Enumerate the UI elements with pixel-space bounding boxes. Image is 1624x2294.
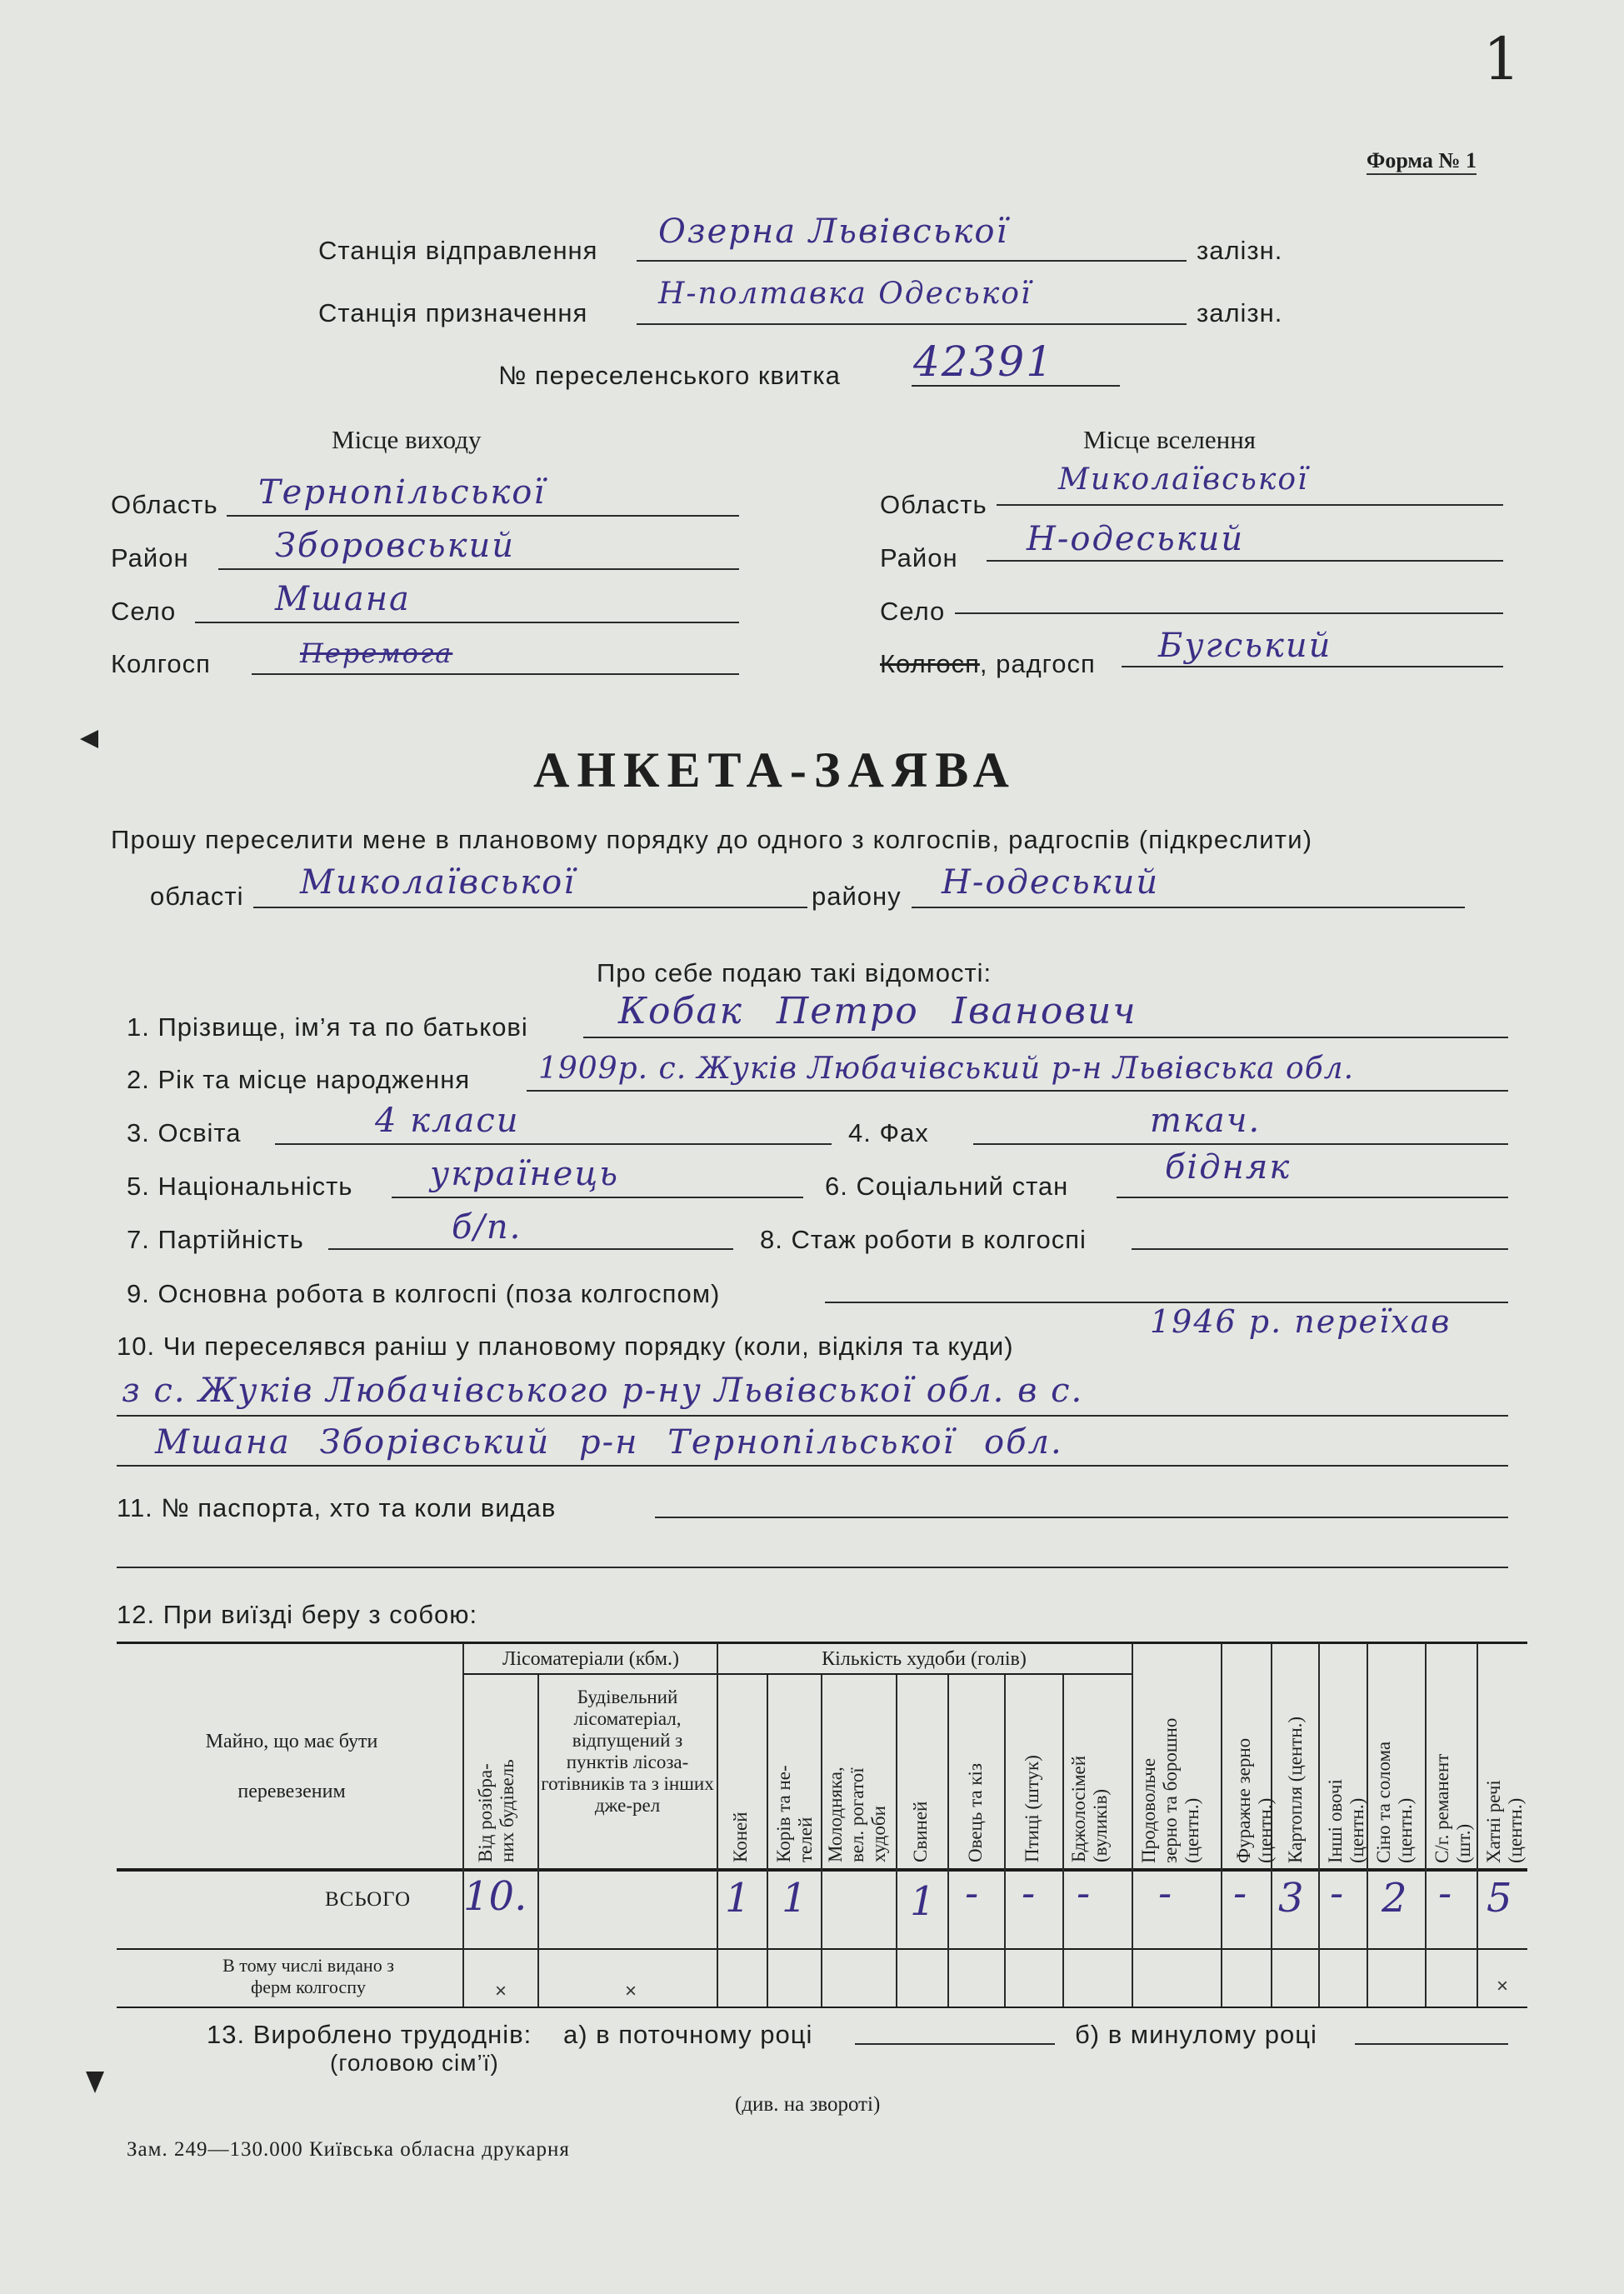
total-household: 5 (1487, 1875, 1512, 1922)
col-divider (1221, 1643, 1222, 2007)
total-demolished: 10. (463, 1873, 527, 1920)
field-8-label: 8. Стаж роботи в колгоспі (760, 1225, 1087, 1254)
col-header-pigs: Свиней (910, 1801, 931, 1862)
destination-rail-suffix: залізн. (1197, 298, 1283, 327)
col-divider (1477, 1643, 1478, 2007)
col-divider (1425, 1643, 1427, 2007)
request-oblast-line (253, 907, 807, 908)
field-5-label: 5. Національність (127, 1172, 353, 1201)
workdays-previous-line (1355, 2043, 1508, 2045)
field-5-value: українець (430, 1155, 620, 1193)
origin-kolhosp-line (252, 673, 739, 675)
col-header-food-grain: Продовольче зерно та борошно (центн.) (1138, 1717, 1202, 1863)
origin-kolhosp-value: Перемога (300, 637, 453, 669)
field-2-value: 1909р. с. Жуків Любачівський р-н Львівська обл. (538, 1052, 1355, 1086)
table-top-border (117, 1642, 1527, 1644)
field-10-line-2 (117, 1415, 1508, 1417)
workdays-label: 13. Вироблено трудоднів: (207, 2020, 532, 2049)
about-heading: Про себе подаю такі відомості: (597, 958, 992, 987)
col-header-building-timber: Будівельний лісоматеріал, відпущений з пунктів лісоза-готівників та з інших дже-рел (541, 1687, 714, 1816)
dest-kolhosp-label (880, 649, 1096, 679)
field-6-line (1117, 1197, 1508, 1198)
issued-demolished: × (495, 1980, 507, 2002)
total-horses: 1 (725, 1875, 751, 1922)
origin-selo-value: Мшана (275, 580, 411, 618)
field-7-label: 7. Партійність (127, 1225, 304, 1254)
workdays-previous-label: б) в минулому році (1075, 2020, 1317, 2049)
field-6-value: бідняк (1165, 1148, 1292, 1187)
field-11-line-2 (117, 1567, 1508, 1568)
binder-hole-mark (86, 2072, 104, 2093)
workdays-current-label: а) в поточному році (563, 2020, 813, 2049)
destination-station-label: Станція призначення (318, 298, 588, 327)
col-divider (717, 1643, 718, 2007)
field-12-label: 12. При виїзді беру з собою: (117, 1600, 478, 1629)
dest-selo-line (955, 612, 1503, 614)
field-4-value: ткач. (1150, 1102, 1262, 1140)
total-beehives: - (1077, 1870, 1091, 1917)
request-line: Прошу переселити мене в плановому порядку до одного з колгоспів, радгоспів (підкреслити) (111, 825, 1313, 854)
field-9-label: 9. Основна робота в колгоспі (поза колгоспом) (127, 1279, 721, 1308)
field-10-value-3: Мшана Зборівський р-н Тернопільської обл. (155, 1423, 1063, 1462)
col-divider (462, 1643, 464, 2007)
table-bottom-border (117, 2007, 1527, 2008)
departure-station-line (637, 260, 1187, 262)
issued-building-timber: × (625, 1980, 637, 2002)
col-header-horses: Коней (730, 1812, 751, 1862)
field-5-line (392, 1197, 803, 1198)
request-rayon-line (912, 907, 1465, 908)
total-food-grain: - (1158, 1870, 1172, 1917)
col-header-beehives: Бджолосімей (вуликів) (1068, 1755, 1111, 1862)
total-pigs: 1 (910, 1878, 936, 1925)
dest-kolhosp-line (1122, 666, 1503, 667)
ticket-label: № переселенського квитка (498, 361, 841, 390)
origin-rayon-value: Зборовський (275, 527, 515, 565)
field-3-label: 3. Освіта (127, 1118, 242, 1147)
total-poultry: - (1022, 1870, 1036, 1917)
total-other-vegetables: - (1330, 1870, 1344, 1917)
total-fodder-grain: - (1233, 1870, 1247, 1917)
total-potatoes: 3 (1278, 1875, 1304, 1922)
dest-rayon-label: Район (880, 543, 958, 572)
ticket-number: 42391 (913, 337, 1055, 386)
col-header-household: Хатні речі (центн.) (1483, 1780, 1526, 1863)
total-hay-straw: 2 (1382, 1875, 1407, 1922)
timber-group-header: Лісоматеріали (кбм.) (502, 1648, 679, 1670)
dest-radhosp-label: , радгосп (979, 649, 1096, 678)
request-oblast-value: Миколаївської (300, 863, 577, 902)
dest-oblast-line (997, 504, 1503, 506)
col-header-hay-straw: Сіно та солома (центн.) (1373, 1741, 1416, 1863)
dest-oblast-value: Миколаївської (1058, 462, 1309, 497)
field-8-line (1132, 1248, 1508, 1250)
timber-group-divider (462, 1673, 717, 1675)
field-4-line (973, 1143, 1508, 1145)
departure-rail-suffix: залізн. (1197, 236, 1283, 265)
col-divider (1004, 1675, 1006, 2007)
dest-oblast-label: Область (880, 490, 987, 519)
col-divider (1318, 1643, 1320, 2007)
col-property-header: Майно, що має бути перевезеним (205, 1731, 378, 1802)
row-issued-label: В тому числі видано з ферм колгоспу (222, 1955, 394, 1997)
col-header-other-vegetables: Інші овочі (центн.) (1325, 1779, 1367, 1863)
field-1-line (583, 1037, 1508, 1038)
field-1-label: 1. Прізвище, ім’я та по батькові (127, 1012, 528, 1042)
dest-rayon-value: Н-одеський (1027, 520, 1245, 558)
workdays-current-line (855, 2043, 1055, 2045)
col-divider (767, 1675, 768, 2007)
dest-selo-label: Село (880, 597, 946, 626)
origin-oblast-line (227, 515, 739, 517)
origin-rayon-label: Район (111, 543, 189, 572)
col-header-fodder-grain: Фуражне зерно (центн.) (1233, 1737, 1276, 1863)
col-divider (1062, 1675, 1064, 2007)
origin-title: Місце виходу (332, 425, 482, 454)
departure-station-value: Озерна Львівської (658, 212, 1009, 251)
request-rayon-value: Н-одеський (942, 863, 1160, 902)
field-10-label: 10. Чи переселявся раніш у плановому порядку (коли, відкіля та куди) (117, 1332, 1014, 1361)
binder-hole-mark (80, 730, 98, 748)
archive-mark: 1 (1483, 25, 1522, 93)
col-divider (947, 1675, 949, 2007)
destination-station-value: Н-полтавка Одеської (658, 277, 1032, 311)
col-divider (896, 1675, 897, 2007)
origin-oblast-value: Тернопільської (258, 473, 547, 512)
col-header-potatoes: Картопля (центн.) (1285, 1716, 1306, 1863)
printer-imprint: Зам. 249—130.000 Київська обласна друкарня (127, 2138, 570, 2161)
request-oblast-label: області (150, 882, 244, 911)
dest-kolhosp-struck: Колгосп (880, 649, 980, 678)
livestock-group-divider (717, 1673, 1132, 1675)
destination-station-line (637, 323, 1187, 325)
origin-kolhosp-label: Колгосп (111, 649, 211, 678)
workdays-sub: (головою сім’ї) (330, 2050, 499, 2076)
col-header-farm-tools: С/г. реманент (шт.) (1432, 1753, 1474, 1863)
field-3-line (275, 1143, 832, 1145)
total-farm-tools: - (1438, 1870, 1452, 1917)
col-divider (537, 1675, 539, 2007)
livestock-group-header: Кількість худоби (голів) (822, 1648, 1027, 1670)
field-11-label: 11. № паспорта, хто та коли видав (117, 1493, 557, 1522)
field-11-line (655, 1517, 1508, 1518)
col-divider (1132, 1643, 1133, 2007)
form-title: АНКЕТА-ЗАЯВА (533, 742, 1017, 797)
origin-rayon-line (218, 568, 739, 570)
request-rayon-label: району (812, 882, 902, 911)
field-2-line (527, 1090, 1508, 1092)
continued-note: (див. на звороті) (735, 2093, 881, 2116)
field-1-value: Кобак Петро Іванович (618, 990, 1137, 1032)
field-7-value: б/п. (452, 1208, 522, 1247)
field-10-line-3 (117, 1465, 1508, 1467)
row-total-label: ВСЬОГО (325, 1888, 412, 1911)
field-10-value-2: з с. Жуків Любачівського р-ну Львівської обл. в с. (122, 1372, 1084, 1410)
field-7-line (328, 1248, 733, 1250)
dest-rayon-line (987, 560, 1503, 562)
origin-oblast-label: Область (111, 490, 218, 519)
field-2-label: 2. Рік та місце народження (127, 1065, 471, 1094)
col-header-sheep-goats: Овець та кіз (965, 1762, 986, 1862)
issued-household: × (1497, 1975, 1509, 1997)
col-divider (821, 1675, 822, 2007)
total-sheep-goats: - (965, 1870, 979, 1917)
col-header-cows: Корів та не- телей (773, 1765, 816, 1862)
field-10-value-1: 1946 р. переїхав (1150, 1303, 1452, 1340)
col-header-poultry: Птиці (штук) (1022, 1755, 1042, 1862)
form-number: Форма № 1 (1367, 148, 1477, 175)
field-4-label: 4. Фах (848, 1118, 929, 1147)
field-3-value: 4 класи (375, 1102, 520, 1140)
origin-selo-label: Село (111, 597, 177, 626)
col-header-young-cattle: Молодняка, вел. рогатої худоби (825, 1767, 889, 1862)
total-cows: 1 (782, 1875, 807, 1922)
departure-station-label: Станція відправлення (318, 236, 598, 265)
destination-title: Місце вселення (1083, 425, 1257, 454)
origin-selo-line (195, 622, 739, 623)
col-header-demolished: Від розібра- них будівель (475, 1759, 517, 1862)
field-6-label: 6. Соціальний стан (825, 1172, 1069, 1201)
dest-kolhosp-value: Бугський (1158, 627, 1332, 665)
